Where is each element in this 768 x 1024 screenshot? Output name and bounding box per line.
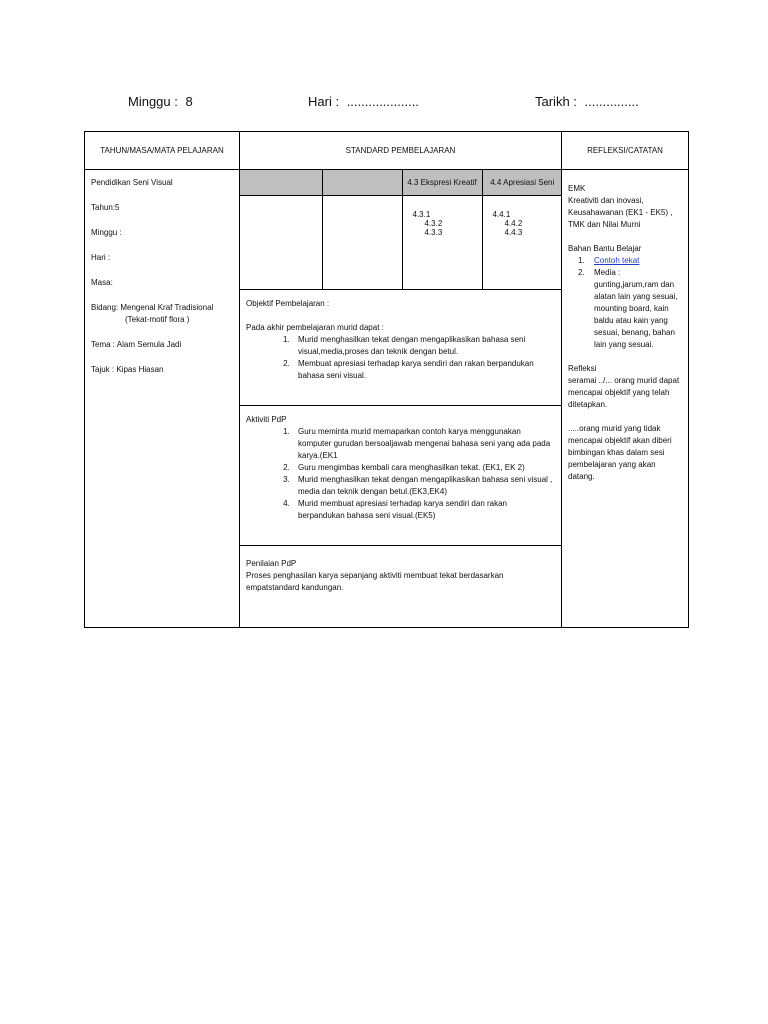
penilaian-text: Proses penghasilan karya sepanjang aktiviti membuat tekat berdasarkan empatstandard kandungan. <box>246 571 504 592</box>
tajuk-text: Tajuk : Kipas Hiasan <box>91 365 164 374</box>
code-431: 4.3.1 <box>412 210 431 219</box>
aktiviti-item: 2. Guru mengimbas kembali cara menghasilkan tekat. (EK1, EK 2) <box>292 462 555 474</box>
tarikh-value: ............... <box>584 94 639 109</box>
bbb-list <box>568 255 682 351</box>
standard-43-codes <box>402 196 482 290</box>
standard-44-title: 4.4 Apresiasi Seni <box>482 170 562 196</box>
masa-text: Masa: <box>91 278 113 287</box>
objektif-section <box>240 290 561 406</box>
bbb-item-number: 2. <box>578 268 585 277</box>
tarikh-label: Tarikh : <box>535 94 577 109</box>
aktiviti-item: 1. Guru meminta murid memaparkan contoh karya menggunakan komputer gurudan bersoaljawab mengenai bahasa seni yang ada pada karya.(EK1 <box>292 426 555 462</box>
lesson-plan-table <box>84 131 689 628</box>
tema-text: Tema : Alam Semula Jadi <box>91 340 182 349</box>
bidang-sub-text: (Tekat-motif flora ) <box>125 315 190 324</box>
hari-header <box>308 94 419 109</box>
aktiviti-list <box>246 426 555 522</box>
objektif-title: Objektif Pembelajaran : <box>246 299 330 308</box>
minggu-label: Minggu : <box>128 94 178 109</box>
emk-title: EMK <box>568 184 586 193</box>
aktiviti-section <box>240 406 561 546</box>
standard-blank-2 <box>322 170 402 196</box>
bbb-item-text: Media : gunting,jarum,ram dan alatan lain yang sesuai, mounting board, kain baldu atau kain yang sesuai, benang, bahan lain yang sesuai. <box>594 268 678 349</box>
bbb-title: Bahan Bantu Belajar <box>568 244 642 253</box>
code-441: 4.4.1 <box>492 210 511 219</box>
minggu-header <box>128 94 193 109</box>
bbb-item <box>578 267 682 351</box>
standard-empty-2 <box>322 196 402 290</box>
col-header-standard: STANDARD PEMBELAJARAN <box>240 132 562 170</box>
code-433: 4.3.3 <box>424 228 443 237</box>
tmk-text: TMK dan Nilai Murni <box>568 220 641 229</box>
tahun-text: Tahun:5 <box>91 203 120 212</box>
hari-text: Hari : <box>91 253 111 262</box>
hari-label: Hari : <box>308 94 340 109</box>
emk-text: Kreativiti dan inovasi, Keusahawanan (EK1 - EK5) , <box>568 196 673 217</box>
objektif-item: 1. Murid menghasilkan tekat dengan mengaplikasikan bahasa seni visual,media,proses dan teknik dengan betul. <box>292 334 555 358</box>
refleksi-text: seramai ../... orang murid dapat mencapai objektif yang telah ditetapkan. <box>568 376 680 409</box>
standard-grid <box>240 170 562 290</box>
refleksi-title: Refleksi <box>568 364 597 373</box>
aktiviti-item: 4. Murid membuat apresiasi terhadap karya sendiri dan rakan berpandukan bahasa seni visual.(EK5) <box>292 498 555 522</box>
standard-cell <box>240 170 562 628</box>
penilaian-section <box>240 546 561 602</box>
left-info-cell <box>85 170 240 628</box>
tarikh-header <box>535 94 639 109</box>
col-header-refleksi: REFLEKSI/CATATAN <box>562 132 689 170</box>
objektif-item: 2. Membuat apresiasi terhadap karya sendiri dan rakan berpandukan bahasa seni visual. <box>292 358 555 382</box>
hari-value: .................... <box>346 94 419 109</box>
aktiviti-item: 3. Murid menghasilkan tekat dengan mengaplikasikan bahasa seni visual , media dan teknik dengan betul.(EK3,EK4) <box>292 474 555 498</box>
standard-43-title: 4.3 Ekspresi Kreatif <box>402 170 482 196</box>
objektif-intro: Pada akhir pembelajaran murid dapat : <box>246 323 384 332</box>
aktiviti-title: Aktiviti PdP <box>246 415 287 424</box>
col-header-tahun: TAHUN/MASA/MATA PELAJARAN <box>85 132 240 170</box>
minggu-value: 8 <box>185 94 193 109</box>
bidang-text: Bidang: Mengenal Kraf Tradisional <box>91 303 214 312</box>
standard-empty-1 <box>240 196 322 290</box>
contoh-tekat-link[interactable]: Contoh tekat <box>594 256 640 265</box>
penilaian-title: Penilaian PdP <box>246 559 297 568</box>
standard-blank-1 <box>240 170 322 196</box>
refleksi-text-2: .....orang murid yang tidak mencapai objektif akan diberi bimbingan khas dalam sesi pembelajaran yang akan datang. <box>568 424 672 481</box>
refleksi-cell <box>562 170 689 628</box>
code-432: 4.3.2 <box>424 219 443 228</box>
objektif-list <box>246 334 555 382</box>
subject-text: Pendidikan Seni Visual <box>91 178 173 187</box>
code-442: 4.4.2 <box>504 219 523 228</box>
standard-44-codes <box>482 196 562 290</box>
minggu-text: Minggu : <box>91 228 122 237</box>
bbb-item <box>578 255 682 267</box>
code-443: 4.4.3 <box>504 228 523 237</box>
bbb-item-number: 1. <box>578 256 585 265</box>
